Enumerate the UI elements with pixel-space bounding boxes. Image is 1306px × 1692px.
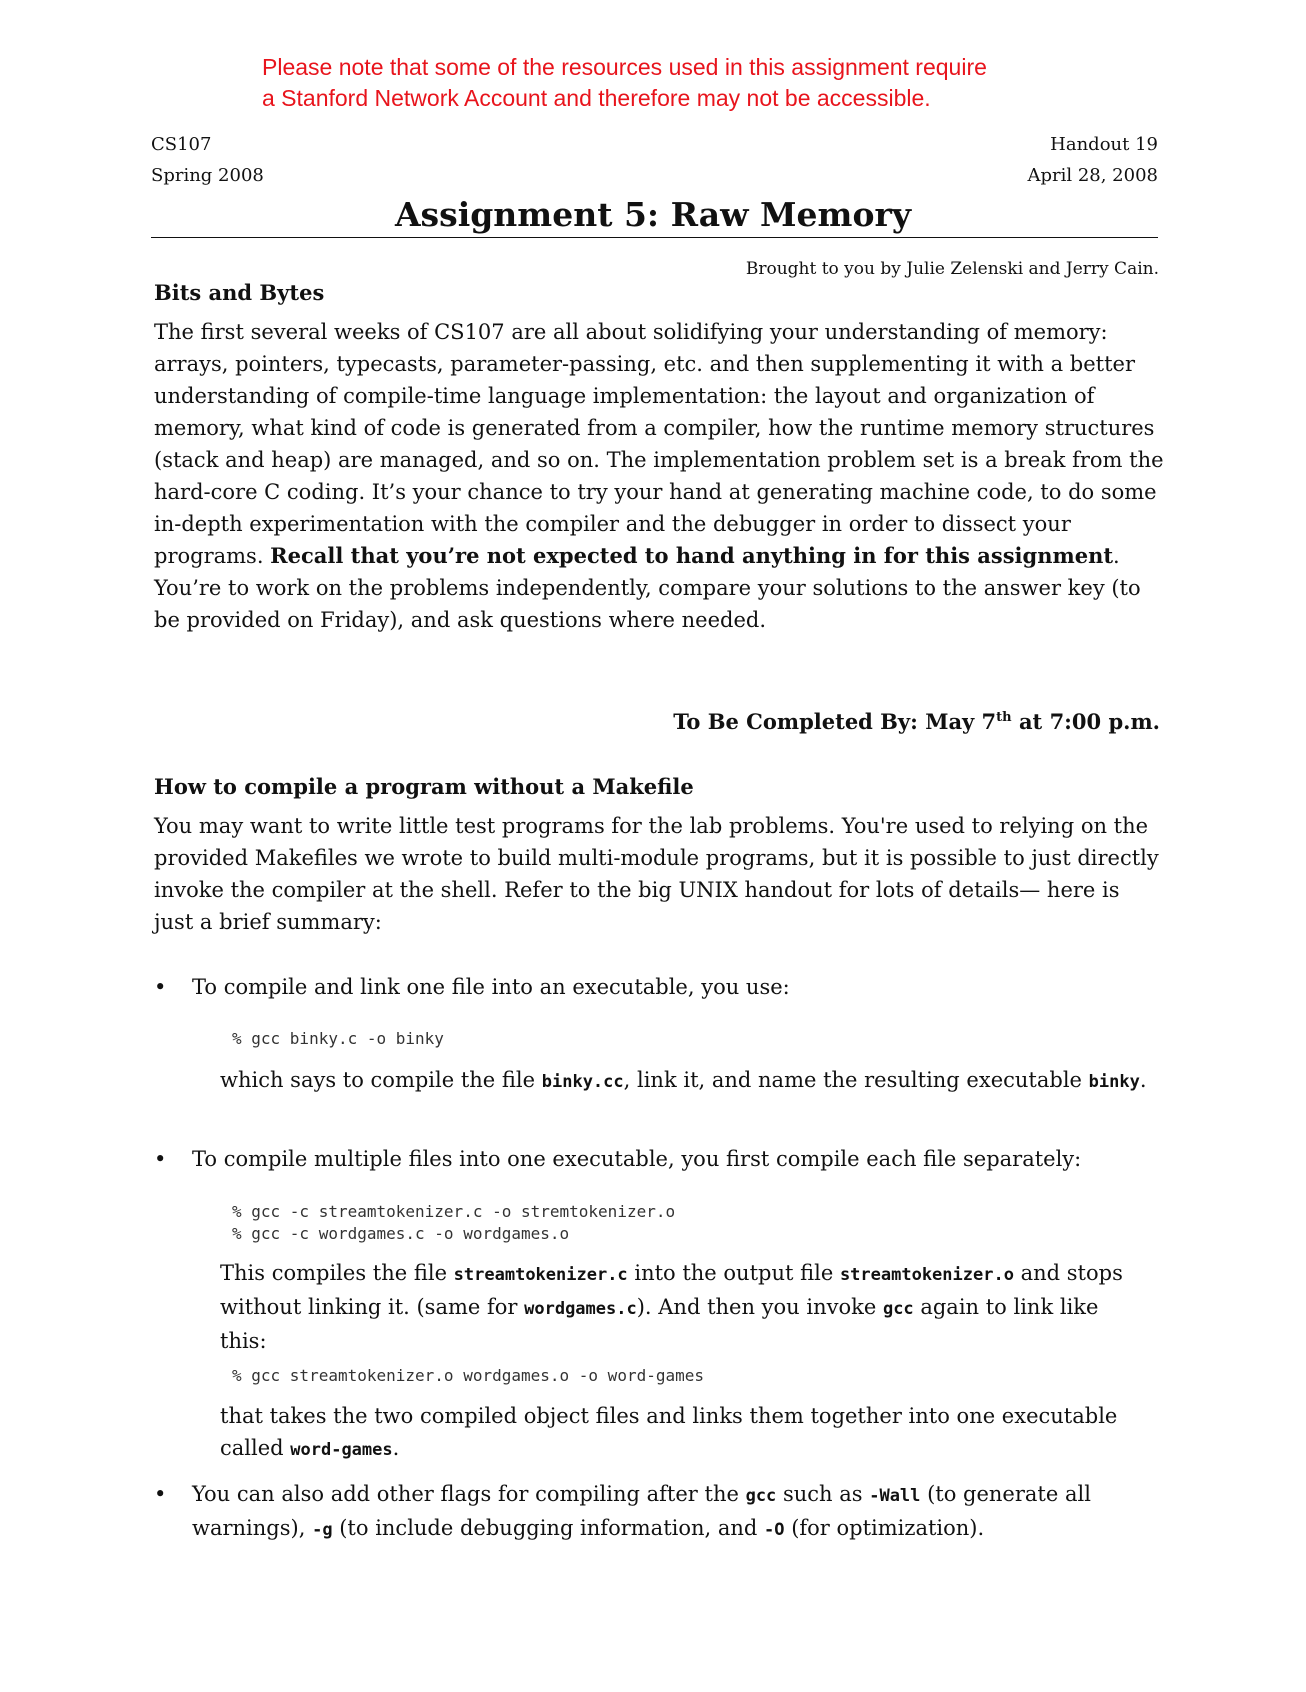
b1-code-1: binky.cc <box>541 1072 624 1092</box>
bullet-2-text: To compile multiple files into one executable, you first compile each file separately: <box>192 1147 1082 1171</box>
term-label: Spring 2008 <box>151 165 264 186</box>
bullet-1-text: To compile and link one file into an executable, you use: <box>192 975 790 999</box>
compile-intro: You may want to write little test programs for the lab problems. You're used to relying on the provided Makefiles we wrote to build multi-module programs, but it is possible to just directly invoke the compiler at the shell. Refer to the big UNIX handout for lots of details— here is just a brief summary: <box>154 814 1159 934</box>
due-suffix: at 7:00 p.m. <box>1011 709 1160 734</box>
bullet-3-text <box>192 1478 1162 1546</box>
handout-label: Handout 19 <box>1050 134 1158 155</box>
b3-b: . <box>392 1436 400 1460</box>
b4-code-2: -Wall <box>869 1486 921 1506</box>
b1-a: which says to compile the file <box>220 1068 542 1092</box>
b4-code-4: -O <box>764 1520 785 1540</box>
b1-code-2: binky <box>1088 1072 1140 1092</box>
b4-b: such as <box>776 1482 870 1506</box>
bullet-1-detail <box>220 1064 1150 1098</box>
b4-e: (for optimization). <box>784 1516 985 1540</box>
bits-text-b: . You’re to work on the problems independently, compare your solutions to the answer key (to be provided on Friday), and ask questions where needed. <box>154 544 1141 632</box>
b3-a: that takes the two compiled object files and links them together into one executable called <box>220 1404 1118 1460</box>
code-line: % gcc streamtokenizer.o wordgames.o -o word-games <box>232 1366 705 1385</box>
b1-c: . <box>1139 1068 1147 1092</box>
code-line: % gcc -c streamtokenizer.c -o stremtokenizer.o <box>232 1202 676 1221</box>
title-divider <box>151 237 1158 238</box>
b4-code-1: gcc <box>745 1486 777 1506</box>
bullet-icon: • <box>154 1482 167 1506</box>
access-notice <box>262 52 1082 114</box>
course-label: CS107 <box>151 134 212 155</box>
code-line: % gcc binky.c -o binky <box>232 1029 444 1048</box>
due-prefix: To Be Completed By: May 7 <box>673 709 997 734</box>
b4-c: (to generate all warnings), <box>192 1482 1091 1540</box>
b2-code-4: gcc <box>882 1299 914 1319</box>
due-date <box>673 708 1160 736</box>
section-heading-compile: How to compile a program without a Makefile <box>154 774 694 799</box>
code-line: % gcc -c wordgames.c -o wordgames.o <box>232 1224 570 1243</box>
b2-code-2: streamtokenizer.o <box>839 1265 1014 1285</box>
b4-a: You can also add other flags for compiling after the <box>192 1482 746 1506</box>
b2-d: ). And then you invoke <box>636 1295 883 1319</box>
section-heading-bits: Bits and Bytes <box>154 280 325 305</box>
bits-text-bold: Recall that you’re not expected to hand anything in for this assignment <box>270 543 1114 568</box>
byline: Brought to you by Julie Zelenski and Jerry Cain. <box>745 259 1159 279</box>
b4-code-3: -g <box>312 1520 333 1540</box>
b2-e: again to link like this: <box>220 1295 1099 1353</box>
date-label: April 28, 2008 <box>1027 165 1158 186</box>
b2-b: into the output file <box>627 1261 840 1285</box>
link-detail <box>220 1400 1150 1466</box>
b2-code-1: streamtokenizer.c <box>453 1265 628 1285</box>
notice-line-1: Please note that some of the resources used in this assignment require <box>262 54 987 80</box>
b2-code-3: wordgames.c <box>524 1299 637 1319</box>
b3-code-1: word-games <box>290 1440 393 1460</box>
notice-line-2: a Stanford Network Account and therefore may not be accessible. <box>262 85 931 111</box>
bullet-icon: • <box>154 975 167 999</box>
b4-d: (to include debugging information, and <box>332 1516 765 1540</box>
bits-paragraph <box>154 316 1164 636</box>
b1-b: , link it, and name the resulting executable <box>623 1068 1089 1092</box>
due-sup: th <box>996 710 1012 725</box>
bullet-2-detail <box>220 1257 1150 1357</box>
bits-text-a: The first several weeks of CS107 are all about solidifying your understanding of memory: arrays, pointers, typecasts, parameter-passing, etc. and then supplementing it with a better understanding of compile-time language implementation: the layout and organization of memory, what kind of code is generated from a compiler, how the runtime memory structures (stack and heap) are managed, and so on. The implementation problem set is a break from the hard-core C coding. It’s your chance to try your hand at generating machine code, to do some in-depth experimentation with the compiler and the debugger in order to dissect your programs. <box>154 320 1164 568</box>
page-title: Assignment 5: Raw Memory <box>394 195 912 234</box>
b2-a: This compiles the file <box>220 1261 454 1285</box>
b2-c: and stops without linking it. (same for <box>220 1261 1123 1319</box>
bullet-icon: • <box>154 1147 167 1171</box>
